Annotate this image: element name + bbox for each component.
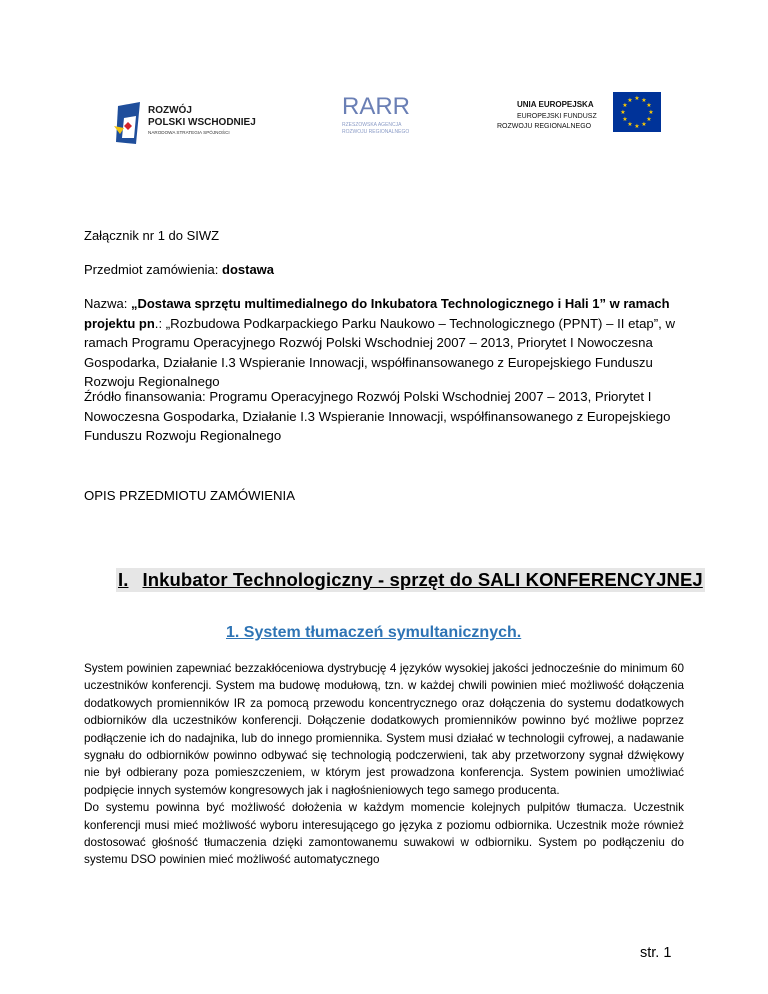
attachment-line bbox=[84, 226, 219, 245]
page-number: str. 1 bbox=[640, 945, 672, 961]
heading-1-number: I. bbox=[118, 569, 129, 590]
svg-text:★: ★ bbox=[641, 121, 647, 128]
section-label: OPIS PRZEDMIOTU ZAMÓWIENIA bbox=[84, 488, 296, 503]
source-text: Źródło finansowania: Programu Operacyjnego Rozwój Polski Wschodniej 2007 – 2013, Priorytet I Nowoczesna Gospodarka, Działanie I.3 Wspieranie Innowacji, współfinansowanego z Europejskiego Funduszu Rozwoju Regionalnego bbox=[84, 389, 671, 443]
rarr-logo bbox=[340, 86, 422, 150]
attachment-text: Załącznik nr 1 do SIWZ bbox=[84, 228, 220, 243]
svg-text:★: ★ bbox=[634, 123, 640, 130]
rarr-sub1: RZESZOWSKA AGENCJA bbox=[342, 122, 402, 128]
eu-line1: UNIA EUROPEJSKA bbox=[517, 100, 594, 109]
rozwoj-polski-wschodniej-logo bbox=[110, 88, 270, 160]
subject-label: Przedmiot zamówienia: bbox=[84, 262, 222, 277]
rarr-title: RARR bbox=[342, 93, 411, 120]
svg-text:★: ★ bbox=[622, 116, 628, 123]
subject-value: dostawa bbox=[222, 262, 275, 277]
svg-text:★: ★ bbox=[641, 97, 647, 104]
paragraph-2: Do systemu powinna być możliwość dołożenia w każdym momencie kolejnych pulpitów tłumacza. Uczestnik konferencji musi mieć możliwość wyboru interesującego go języka z poziomu odbiornika. Uczestnik może również dostosować głośność tłumaczenia dzięki zamontowanemu suwakowi w odbiorniku. System po podłączeniu do systemu DSO powinien mieć możliwość automatycznego bbox=[84, 801, 684, 867]
eu-line3: ROZWOJU REGIONALNEGO bbox=[497, 123, 592, 130]
heading-1 bbox=[116, 568, 703, 592]
eu-line2: EUROPEJSKI FUNDUSZ bbox=[517, 113, 597, 120]
name-rest: .: „Rozbudowa Podkarpackiego Parku Naukowo – Technologicznego (PPNT) – II etap”, w ramach Programu Operacyjnego Rozwój Polski Wschodniej 2007 – 2013, Priorytet I Nowoczesna Gospodarka, Działanie I.3 Wspieranie Innowacji, współfinansowanego z Europejskiego Funduszu Rozwoju Regionalnego bbox=[84, 315, 675, 389]
svg-text:★: ★ bbox=[646, 116, 652, 123]
rpw-line3: NARODOWA STRATEGIA SPÓJNOŚCI bbox=[148, 130, 230, 135]
body-text bbox=[84, 660, 684, 869]
section-label-line bbox=[84, 486, 295, 505]
svg-text:★: ★ bbox=[627, 121, 633, 128]
svg-text:★: ★ bbox=[634, 95, 640, 102]
rpw-line1: ROZWÓJ bbox=[148, 105, 192, 116]
header-logos bbox=[0, 86, 768, 164]
source-block bbox=[84, 387, 684, 446]
svg-text:★: ★ bbox=[622, 102, 628, 109]
heading-2-text: 1. System tłumaczeń symultanicznych. bbox=[226, 624, 522, 641]
name-block bbox=[84, 294, 684, 392]
rarr-sub2: ROZWOJU REGIONALNEGO bbox=[342, 129, 410, 135]
subject-line bbox=[84, 260, 274, 279]
svg-text:★: ★ bbox=[620, 109, 626, 116]
rpw-line2: POLSKI WSCHODNIEJ bbox=[148, 117, 256, 128]
unia-europejska-logo bbox=[487, 90, 667, 142]
svg-text:★: ★ bbox=[646, 102, 652, 109]
heading-1-text: Inkubator Technologiczny - sprzęt do SALI KONFERENCYJNEJ bbox=[142, 569, 703, 590]
svg-text:★: ★ bbox=[648, 109, 654, 116]
name-label: Nazwa: bbox=[84, 296, 131, 311]
paragraph-1: System powinien zapewniać bezzakłóceniowa dystrybucję 4 języków wysokiej jakości jednocześnie do minimum 60 uczestników konferencji. System ma budowę modułową, tzn. w każdej chwili powinien mieć możliwość dołączenia dodatkowych promienników IR za pomocą przewodu koncentrycznego oraz dołączenia do systemu dodatkowych odbiorników dla uczestników konferencji. Dołączenie dodatkowych promienników powinno być możliwe poprzez podłączenie ich do nadajnika, lub do innego promiennika. System musi działać w technologii cyfrowej, a nadawanie sygnału do odbiorników powinno odbywać się technologią podczerwieni, tak aby przetworzony sygnał dźwiękowy nie był odbierany poza pomieszczeniem, w którym jest prowadzona konferencja. System powinien umożliwiać podpięcie innych systemów kongresowych jak i nagłośnieniowych tego samego producenta. bbox=[84, 662, 684, 797]
heading-2 bbox=[226, 624, 521, 642]
svg-text:★: ★ bbox=[627, 97, 633, 104]
name-bold: „Dostawa sprzętu multimedialnego do Inkubatora Technologicznego i Hali 1” w ramach projektu pn bbox=[84, 296, 670, 331]
